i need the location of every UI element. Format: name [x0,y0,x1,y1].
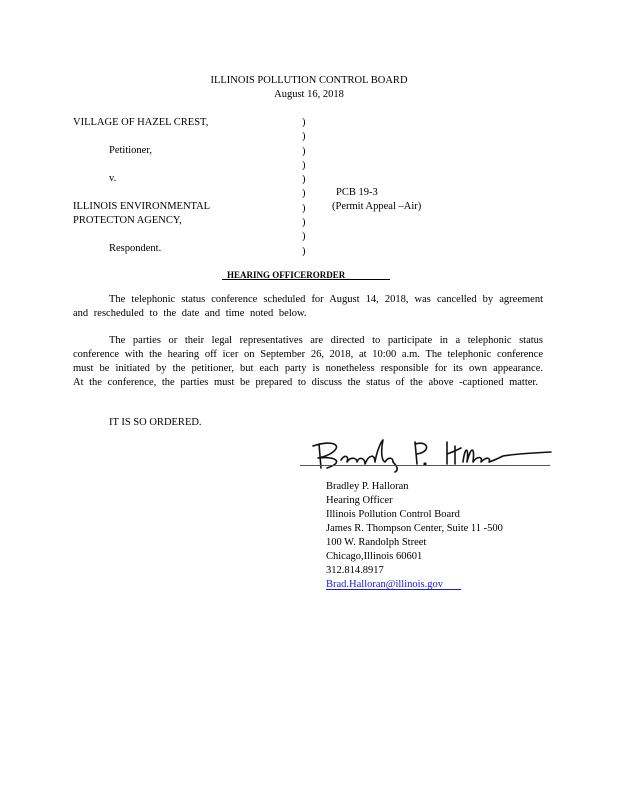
caption-paren: ) [302,245,306,257]
petitioner-name: VILLAGE OF HAZEL CREST, [73,117,209,128]
caption-paren: ) [302,117,306,128]
signer-address-line2: 100 W. Randolph Street [326,537,427,548]
caption-paren: ) [302,217,306,229]
signer-email-link[interactable]: Brad.Halloran@illinois.gov [326,579,443,590]
signature-line [300,465,550,466]
caption-paren: ) [302,231,306,243]
signer-board: Illinois Pollution Control Board [326,509,460,520]
paragraph-rescheduling: The telephonic status conference scheduled for August 14, 2018, was cancelled by agreement and rescheduled to the date and time noted below. [73,294,543,319]
order-date: August 16, 2018 [274,89,344,100]
signer-city: Chicago,Illinois 60601 [326,551,423,562]
email-underline [326,589,461,590]
respondent-name-line1: ILLINOIS ENVIRONMENTAL [73,201,211,212]
so-ordered: IT IS SO ORDERED. [109,417,202,428]
caption-paren: ) [302,188,306,200]
caption-paren: ) [302,159,306,171]
order-title-underline [222,279,390,280]
caption-paren: ) [302,145,306,157]
order-title: HEARING OFFICERORDER [227,270,346,280]
paragraph-directive: The parties or their legal representatives are directed to participate in a telephonic status conference with the hearing off icer on September 26, 2018, at 10:00 a.m. The telephonic conference must be initiated by the petitioner, but each party is nonetheless responsible for its own appearance. At the conference, the parties must be prepared to discuss the status of the above -captioned matter. [73,335,543,388]
versus-label: v. [109,173,117,184]
caption-paren: ) [302,131,306,143]
caption-paren-column [302,116,310,259]
signer-phone: 312.814.8917 [326,565,384,576]
signer-name: Bradley P. Halloran [326,481,409,492]
petitioner-label: Petitioner, [109,145,153,156]
case-number: PCB 19-3 [336,187,378,198]
case-type: (Permit Appeal –Air) [332,201,422,212]
respondent-label: Respondent. [109,243,162,254]
caption-paren: ) [302,202,306,214]
signer-address-line1: James R. Thompson Center, Suite 11 -500 [326,523,503,534]
respondent-name-line2: PROTECTON AGENCY, [73,215,182,226]
board-heading: ILLINOIS POLLUTION CONTROL BOARD [210,75,408,86]
signer-title: Hearing Officer [326,495,393,506]
handwritten-signature [305,436,555,474]
caption-paren: ) [302,174,306,186]
